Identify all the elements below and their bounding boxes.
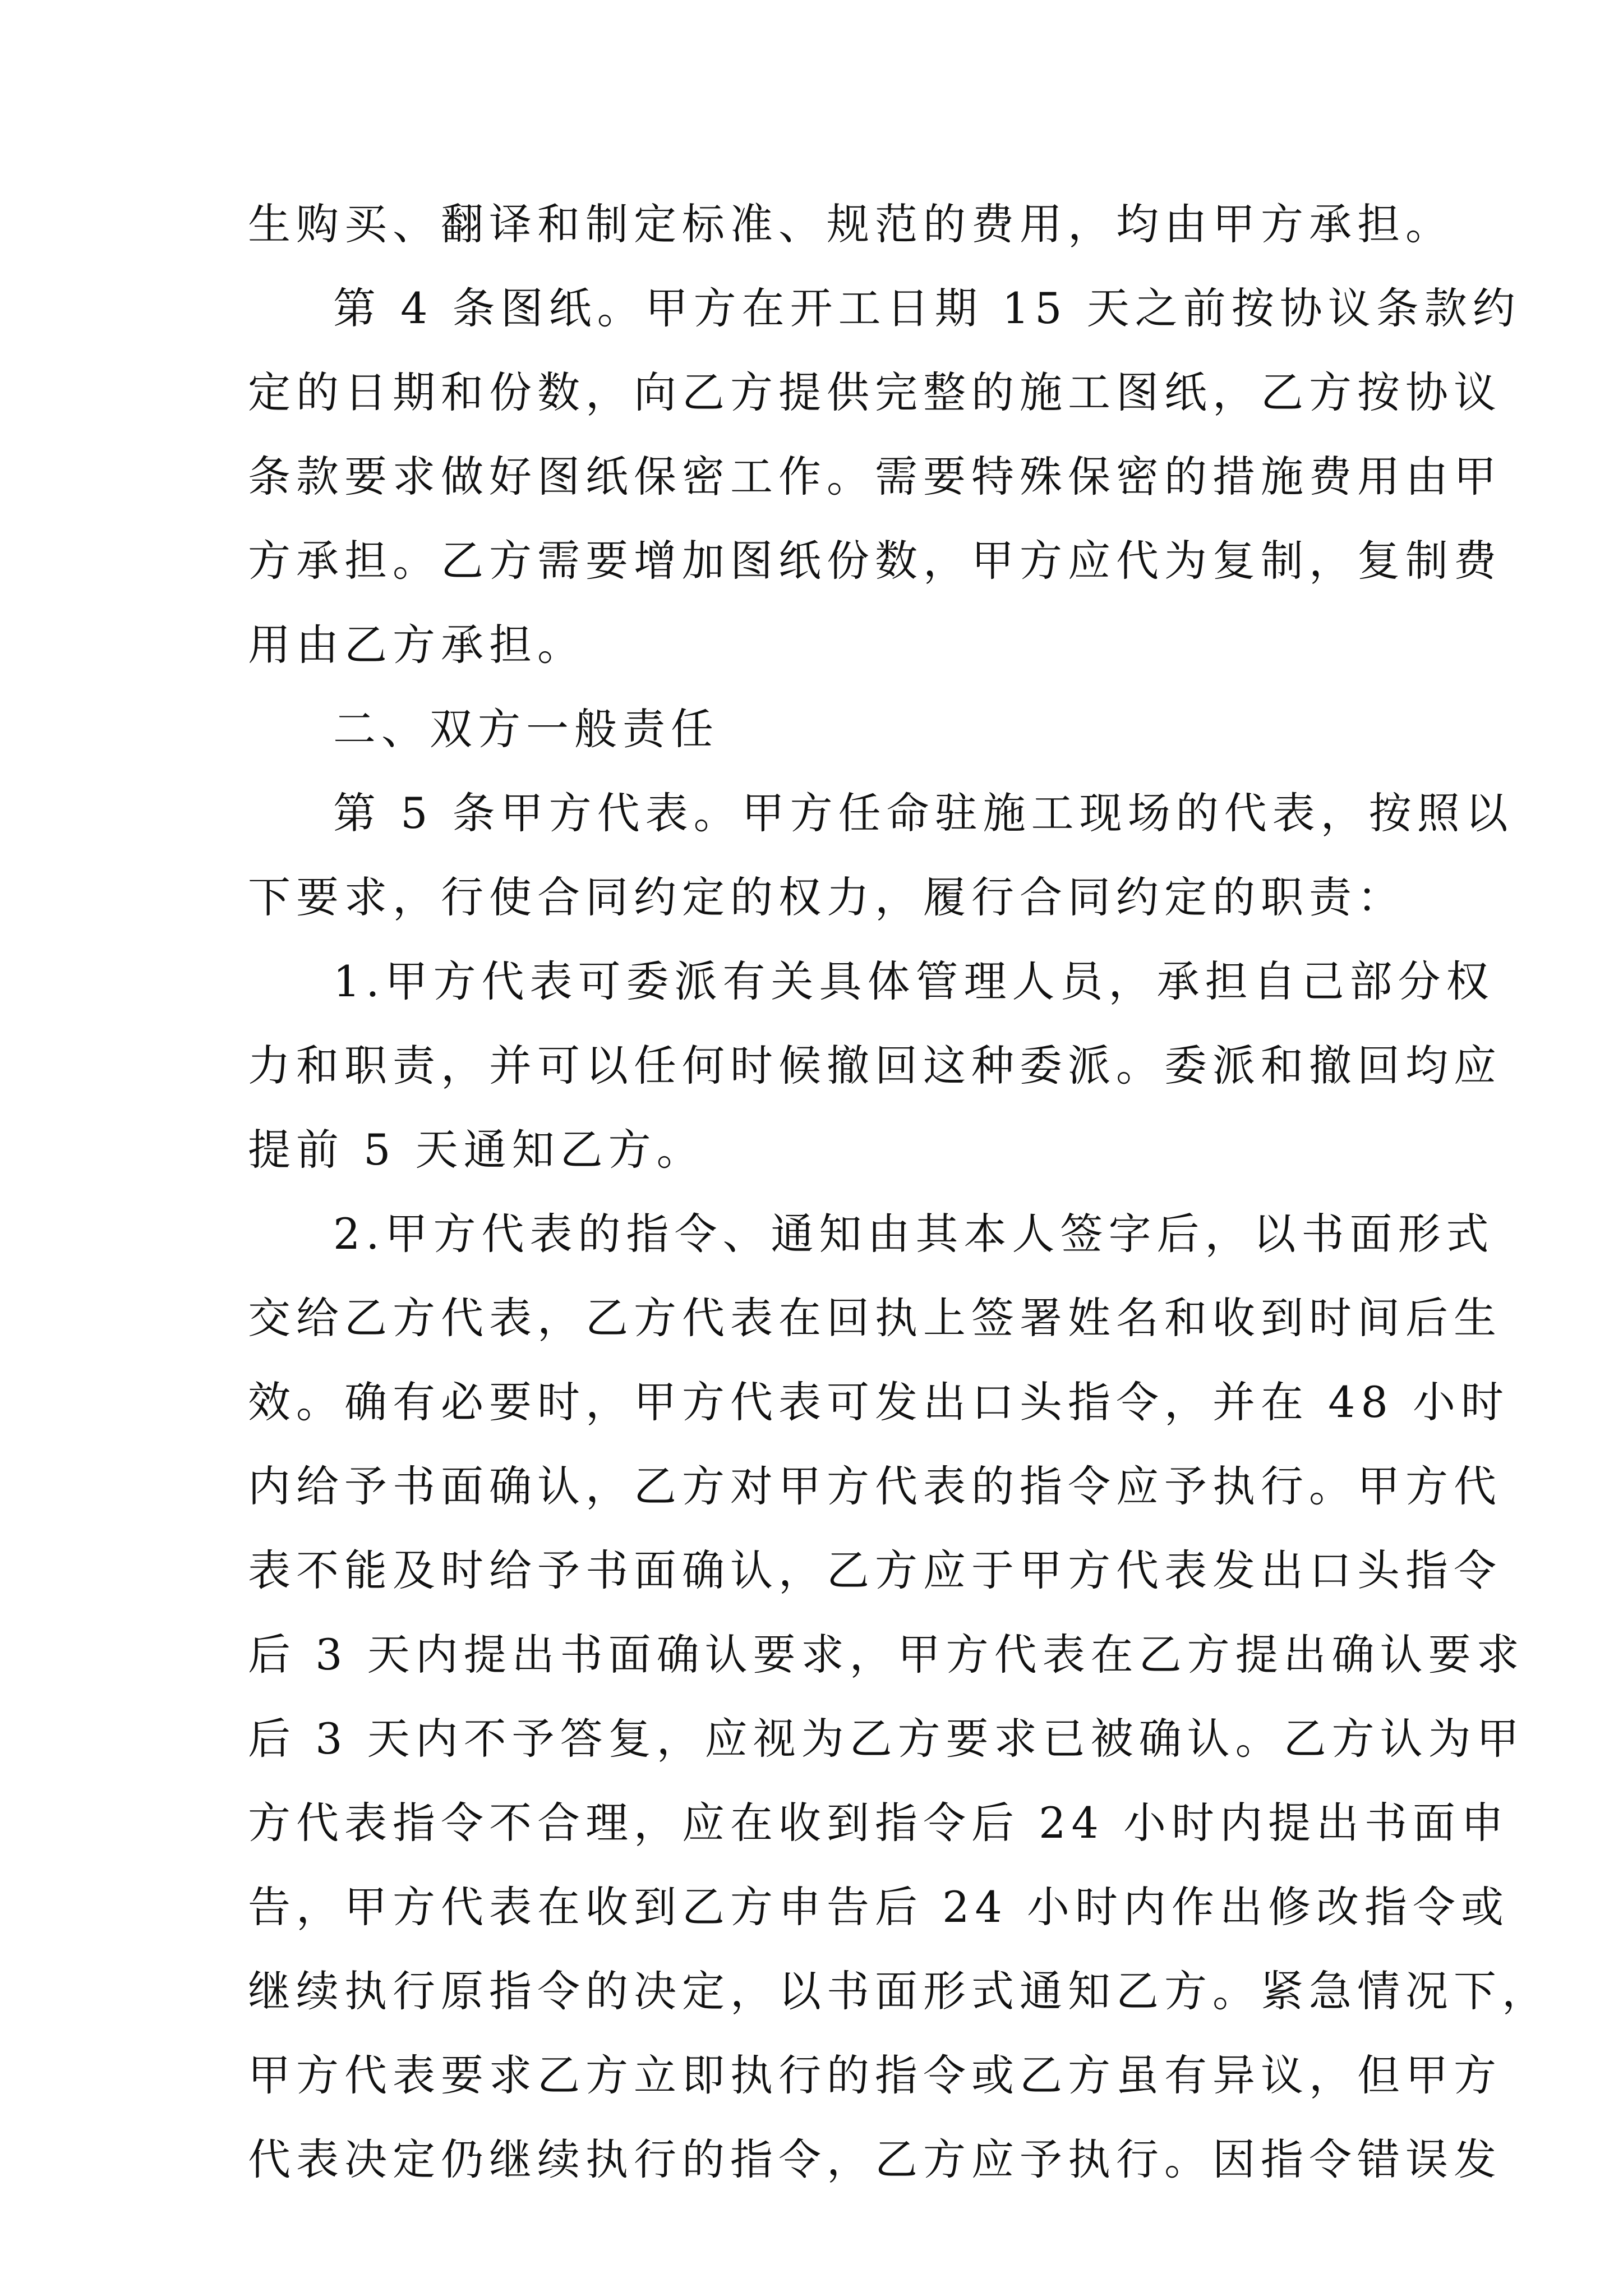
paragraph-line: 用由乙方承担。	[248, 620, 585, 670]
section-heading: 二、双方一般责任	[333, 704, 719, 754]
paragraph-line: 方承担。乙方需要增加图纸份数，甲方应代为复制，复制费	[248, 536, 1502, 586]
paragraph-line: 1.甲方代表可委派有关具体管理人员，承担自己部分权	[333, 956, 1495, 1006]
paragraph-line: 下要求，行使合同约定的权力，履行合同约定的职责：	[248, 872, 1405, 922]
paragraph-line: 方代表指令不合理，应在收到指令后 24 小时内提出书面申	[248, 1798, 1510, 1848]
paragraph-line: 后 3 天内不予答复，应视为乙方要求已被确认。乙方认为甲	[248, 1714, 1525, 1764]
paragraph-line: 后 3 天内提出书面确认要求，甲方代表在乙方提出确认要求	[248, 1630, 1525, 1680]
paragraph-line: 继续执行原指令的决定，以书面形式通知乙方。紧急情况下，	[248, 1966, 1550, 2016]
paragraph-line: 甲方代表要求乙方立即执行的指令或乙方虽有异议，但甲方	[248, 2050, 1502, 2100]
document-body	[248, 199, 1550, 2223]
paragraph-line: 2.甲方代表的指令、通知由其本人签字后，以书面形式	[333, 1209, 1495, 1259]
paragraph-line: 告，甲方代表在收到乙方申告后 24 小时内作出修改指令或	[248, 1882, 1510, 1932]
paragraph-line: 表不能及时给予书面确认，乙方应于甲方代表发出口头指令	[248, 1545, 1502, 1595]
paragraph-line: 代表决定仍继续执行的指令，乙方应予执行。因指令错误发	[248, 2134, 1502, 2184]
paragraph-line: 生购买、翻译和制定标准、规范的费用，均由甲方承担。	[248, 199, 1454, 249]
paragraph-line: 力和职责，并可以任何时候撤回这种委派。委派和撤回均应	[248, 1041, 1502, 1091]
paragraph-line: 效。确有必要时，甲方代表可发出口头指令，并在 48 小时	[248, 1377, 1510, 1427]
paragraph-line: 第 5 条甲方代表。甲方任命驻施工现场的代表，按照以	[333, 788, 1514, 838]
paragraph-line: 交给乙方代表，乙方代表在回执上签署姓名和收到时间后生	[248, 1293, 1502, 1343]
paragraph-line: 第 4 条图纸。甲方在开工日期 15 天之前按协议条款约	[333, 283, 1521, 333]
paragraph-line: 提前 5 天通知乙方。	[248, 1125, 705, 1175]
paragraph-line: 定的日期和份数，向乙方提供完整的施工图纸，乙方按协议	[248, 367, 1502, 417]
paragraph-line: 内给予书面确认，乙方对甲方代表的指令应予执行。甲方代	[248, 1461, 1502, 1511]
paragraph-line: 条款要求做好图纸保密工作。需要特殊保密的措施费用由甲	[248, 452, 1502, 501]
